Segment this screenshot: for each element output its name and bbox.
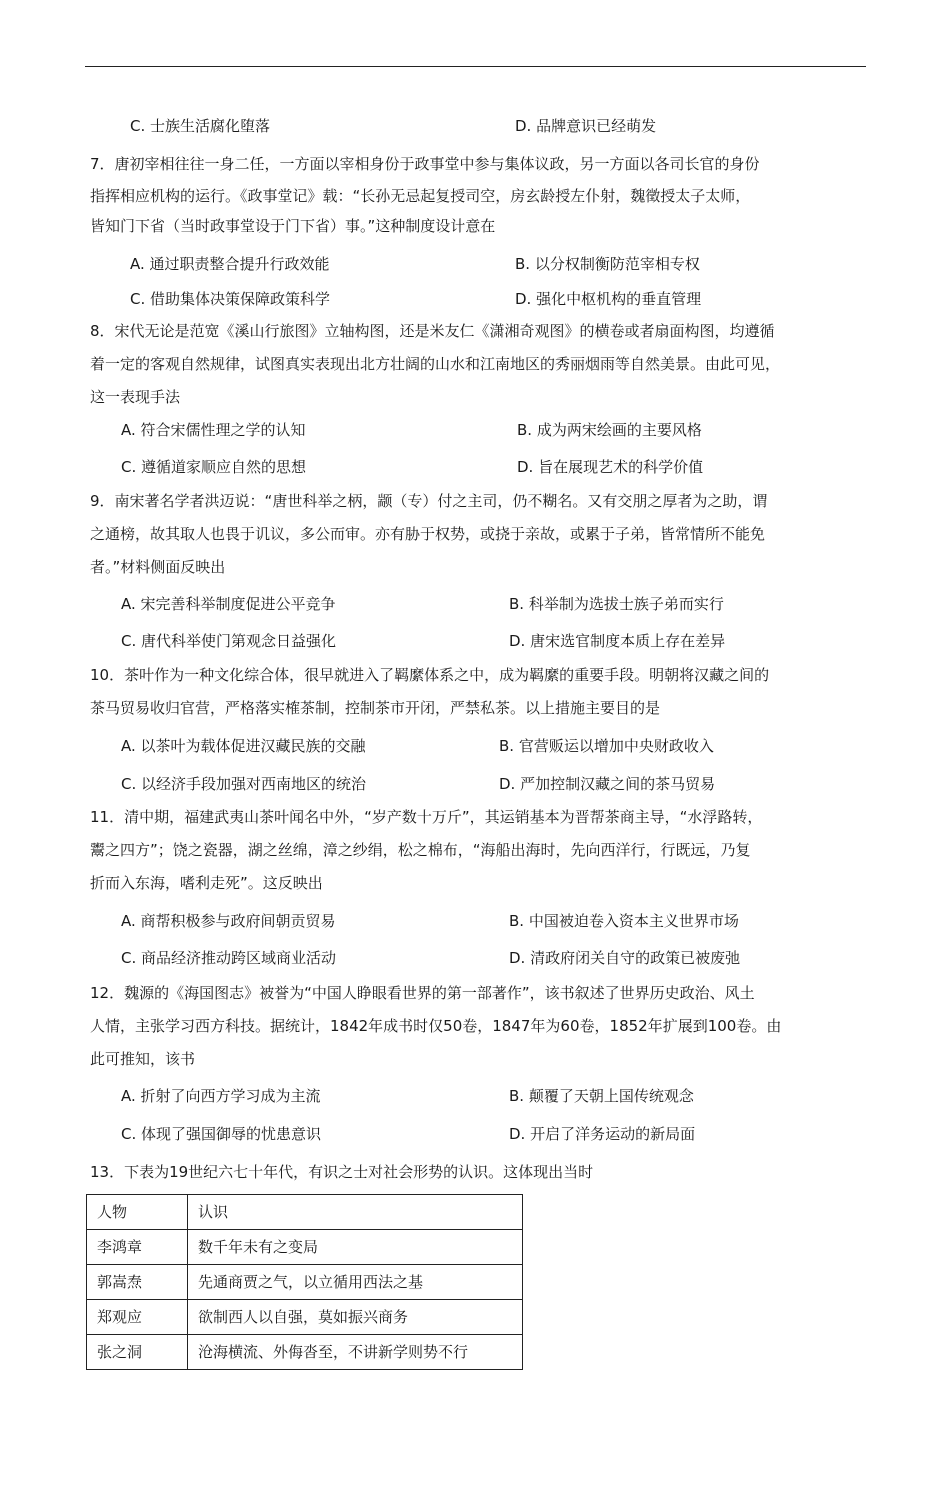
- q11-option-c[interactable]: C. 商品经济推动跨区域商业活动: [121, 949, 337, 967]
- q12-option-b[interactable]: B. 颠覆了天朝上国传统观念: [509, 1087, 694, 1105]
- q7-stem-line: 指挥相应机构的运行。《政事堂记》载：“长孙无忌起复授司空，房玄龄授左仆射，魏徵授太子太师，: [90, 187, 751, 205]
- table-cell: 先通商贾之气，以立循用西法之基: [188, 1265, 523, 1300]
- q10-option-b[interactable]: B. 官营贩运以增加中央财政收入: [499, 737, 714, 755]
- q8-option-a[interactable]: A. 符合宋儒性理之学的认知: [121, 421, 306, 439]
- q13-stem: 13．下表为19世纪六七十年代，有识之士对社会形势的认识。这体现出当时: [90, 1163, 594, 1181]
- header-rule: [85, 66, 866, 67]
- table-row: [87, 1300, 523, 1335]
- q7-option-a[interactable]: A. 通过职责整合提升行政效能: [130, 255, 330, 273]
- table-header-cell: 认识: [188, 1195, 523, 1230]
- q9-stem-line: 之通榜，故其取人也畏于讥议，多公而审。亦有胁于权势，或挠于亲故，或累于子弟，皆常情所不能免: [90, 525, 766, 543]
- q8-stem-line: 8．宋代无论是范宽《溪山行旅图》立轴构图，还是米友仁《潇湘奇观图》的横卷或者扇面构图，均遵循: [90, 322, 775, 340]
- table-row: [87, 1335, 523, 1370]
- q7-option-b[interactable]: B. 以分权制衡防范宰相专权: [515, 255, 700, 273]
- q11-option-d[interactable]: D. 清政府闭关自守的政策已被废弛: [509, 949, 741, 967]
- table-cell: 郑观应: [87, 1300, 188, 1335]
- q9-option-a[interactable]: A. 宋完善科举制度促进公平竞争: [121, 595, 336, 613]
- q12-stem-line: 12．魏源的《海国图志》被誉为“中国人睁眼看世界的第一部著作”，该书叙述了世界历史政治、风土: [90, 984, 755, 1002]
- table-cell: 欲制西人以自强，莫如振兴商务: [188, 1300, 523, 1335]
- q10-stem-line: 茶马贸易收归官营，严格落实榷茶制，控制茶市开闭，严禁私茶。以上措施主要目的是: [90, 699, 661, 717]
- q8-option-c[interactable]: C. 遵循道家顺应自然的思想: [121, 458, 307, 476]
- q9-option-b[interactable]: B. 科举制为选拔士族子弟而实行: [509, 595, 724, 613]
- q10-option-a[interactable]: A. 以茶叶为载体促进汉藏民族的交融: [121, 737, 366, 755]
- q13-table: [86, 1194, 523, 1370]
- q10-stem-line: 10．茶叶作为一种文化综合体，很早就进入了羁縻体系之中，成为羁縻的重要手段。明朝将汉藏之间的: [90, 666, 770, 684]
- q11-stem-line: 鬻之四方”；饶之瓷器，湖之丝绵，漳之纱绢，松之棉布，“海船出海时，先向西洋行，行既远，乃复: [90, 841, 751, 859]
- q9-stem-line: 者。”材料侧面反映出: [90, 558, 226, 576]
- q7-stem-line: 皆知门下省（当时政事堂设于门下省）事。”这种制度设计意在: [90, 217, 496, 235]
- q7-option-d[interactable]: D. 强化中枢机构的垂直管理: [515, 290, 702, 308]
- table-cell: 李鸿章: [87, 1230, 188, 1265]
- q9-stem-line: 9．南宋著名学者洪迈说：“唐世科举之柄，颛（专）付之主司，仍不糊名。又有交朋之厚者为之助，谓: [90, 492, 768, 510]
- q6-option-d[interactable]: D. 品牌意识已经萌发: [515, 117, 657, 135]
- q8-stem-line: 这一表现手法: [90, 388, 181, 406]
- q8-option-d[interactable]: D. 旨在展现艺术的科学价值: [517, 458, 704, 476]
- q9-option-c[interactable]: C. 唐代科举使门第观念日益强化: [121, 632, 337, 650]
- q12-stem-line: 人情，主张学习西方科技。据统计，1842年成书时仅50卷，1847年为60卷，1852年扩展到100卷。由: [90, 1017, 782, 1035]
- q7-stem-line: 7．唐初宰相往往一身二任，一方面以宰相身份于政事堂中参与集体议政，另一方面以各司长官的身份: [90, 155, 760, 173]
- q11-stem-line: 11．清中期，福建武夷山茶叶闻名中外，“岁产数十万斤”，其运销基本为晋帮茶商主导，“水浮路转，: [90, 808, 763, 826]
- table-cell: 沧海横流、外侮沓至，不讲新学则势不行: [188, 1335, 523, 1370]
- q7-option-c[interactable]: C. 借助集体决策保障政策科学: [130, 290, 331, 308]
- table-cell: 数千年未有之变局: [188, 1230, 523, 1265]
- q8-stem-line: 着一定的客观自然规律，试图真实表现出北方壮阔的山水和江南地区的秀丽烟雨等自然美景。由此可见，: [90, 355, 781, 373]
- q12-option-a[interactable]: A. 折射了向西方学习成为主流: [121, 1087, 321, 1105]
- q11-stem-line: 折而入东海，嗜利走死”。这反映出: [90, 874, 323, 892]
- q12-option-c[interactable]: C. 体现了强国御辱的忧患意识: [121, 1125, 322, 1143]
- q6-option-c[interactable]: C. 士族生活腐化堕落: [130, 117, 271, 135]
- table-header-row: [87, 1195, 523, 1230]
- table-header-cell: 人物: [87, 1195, 188, 1230]
- q9-option-d[interactable]: D. 唐宋选官制度本质上存在差异: [509, 632, 726, 650]
- table-row: [87, 1265, 523, 1300]
- q11-option-b[interactable]: B. 中国被迫卷入资本主义世界市场: [509, 912, 739, 930]
- table-cell: 郭嵩焘: [87, 1265, 188, 1300]
- q8-option-b[interactable]: B. 成为两宋绘画的主要风格: [517, 421, 702, 439]
- q12-option-d[interactable]: D. 开启了洋务运动的新局面: [509, 1125, 696, 1143]
- q10-option-d[interactable]: D. 严加控制汉藏之间的茶马贸易: [499, 775, 716, 793]
- table-row: [87, 1230, 523, 1265]
- table-cell: 张之洞: [87, 1335, 188, 1370]
- q10-option-c[interactable]: C. 以经济手段加强对西南地区的统治: [121, 775, 367, 793]
- q12-stem-line: 此可推知，该书: [90, 1050, 196, 1068]
- q11-option-a[interactable]: A. 商帮积极参与政府间朝贡贸易: [121, 912, 336, 930]
